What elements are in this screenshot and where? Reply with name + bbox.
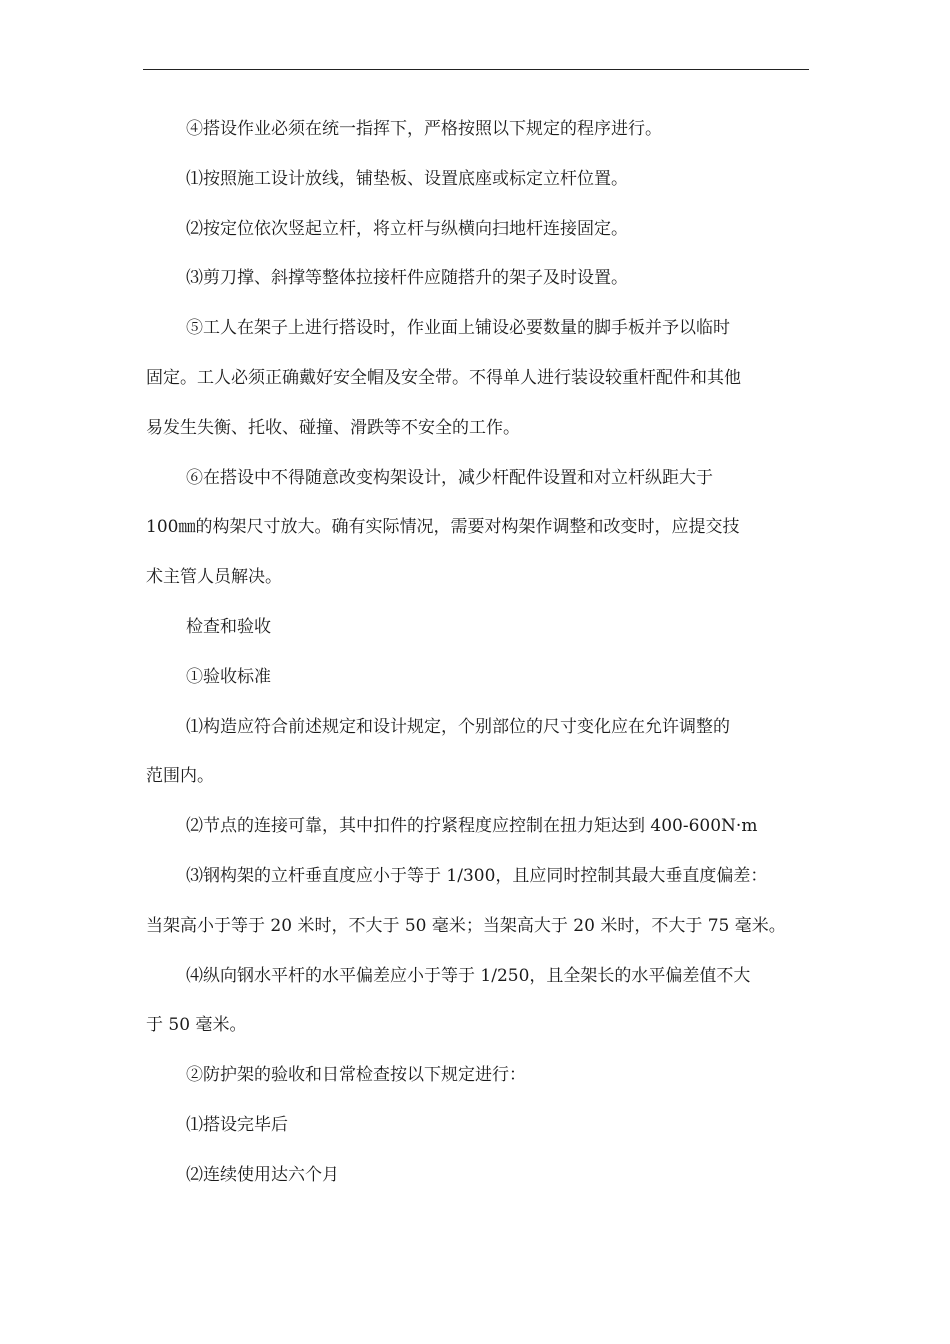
section-heading-inspection — [146, 603, 809, 653]
paragraph-6 — [146, 454, 809, 603]
paragraph-14 — [146, 1101, 809, 1151]
paragraph-8 — [146, 653, 809, 703]
text-line: ④搭设作业必须在统一指挥下，严格按照以下规定的程序进行。 — [186, 119, 662, 139]
header-rule — [143, 69, 809, 70]
paragraph-1 — [146, 105, 809, 155]
text-line: 检查和验收 — [186, 616, 271, 637]
text-line: ⑤工人在架子上进行搭设时，作业面上铺设必要数量的脚手板并予以临时 — [186, 318, 730, 339]
text-line: ⑶剪刀撑、斜撑等整体拉接杆件应随搭升的架子及时设置。 — [186, 268, 628, 289]
text-line: 100㎜的构架尺寸放大。确有实际情况，需要对构架作调整和改变时，应提交技 — [146, 517, 740, 538]
paragraph-11 — [146, 852, 809, 952]
text-line: 于 50 毫米。 — [146, 1015, 247, 1036]
paragraph-15 — [146, 1151, 809, 1201]
text-line: ⑴按照施工设计放线，铺垫板、设置底座或标定立杆位置。 — [186, 168, 628, 189]
text-line: 范围内。 — [146, 766, 214, 787]
text-line: ⑥在搭设中不得随意改变构架设计，减少杆配件设置和对立杆纵距大于 — [186, 467, 713, 488]
text-line: ⑵连续使用达六个月 — [186, 1164, 339, 1185]
text-line: 术主管人员解决。 — [146, 567, 282, 588]
text-line: 当架高小于等于 20 米时，不大于 50 毫米；当架高大于 20 米时，不大于 75 毫米。 — [146, 915, 786, 936]
paragraph-3 — [146, 205, 809, 255]
paragraph-12 — [146, 952, 809, 1052]
text-line: ⑷纵向钢水平杆的水平偏差应小于等于 1/250，且全架长的水平偏差值不大 — [186, 965, 751, 986]
paragraph-13 — [146, 1051, 809, 1101]
text-line: 易发生失衡、托收、碰撞、滑跌等不安全的工作。 — [146, 417, 520, 438]
text-line: ⑶钢构架的立杆垂直度应小于等于 1/300，且应同时控制其最大垂直度偏差： — [186, 865, 768, 886]
paragraph-5 — [146, 304, 809, 453]
text-line: ⑴构造应符合前述规定和设计规定，个别部位的尺寸变化应在允许调整的 — [186, 716, 730, 737]
text-line: ⑵按定位依次竖起立杆，将立杆与纵横向扫地杆连接固定。 — [186, 218, 628, 239]
paragraph-4 — [146, 254, 809, 304]
text-line: 固定。工人必须正确戴好安全帽及安全带。不得单人进行装设较重杆配件和其他 — [146, 367, 741, 388]
text-line: ⑴搭设完毕后 — [186, 1114, 288, 1135]
paragraph-2 — [146, 155, 809, 205]
text-line: ①验收标准 — [186, 666, 271, 687]
text-line: ②防护架的验收和日常检查按以下规定进行： — [186, 1065, 526, 1086]
text-line: ⑵节点的连接可靠，其中扣件的拧紧程度应控制在扭力矩达到 400-600N·m — [186, 816, 758, 837]
document-body — [146, 105, 809, 1201]
paragraph-10 — [146, 802, 809, 852]
paragraph-9 — [146, 703, 809, 803]
